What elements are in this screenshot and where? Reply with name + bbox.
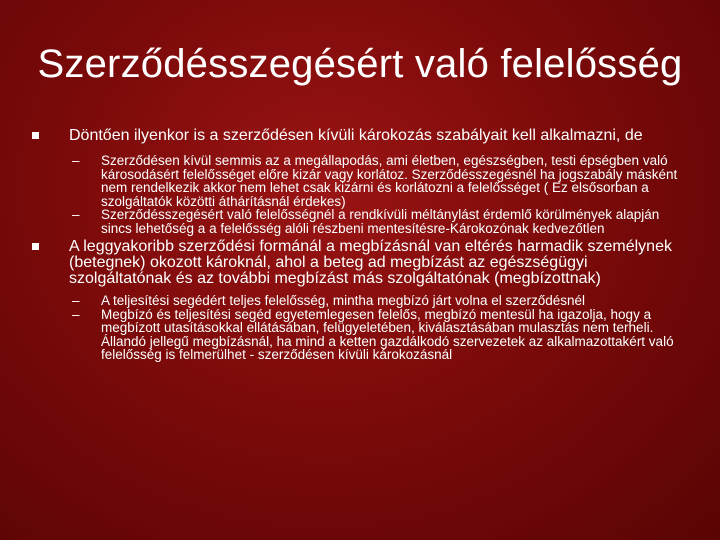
dash-bullet-icon: – [72,306,80,322]
dash-bullet-icon: – [72,207,80,222]
bullet-text: A leggyakoribb szerződési formánál a megbízásnál van eltérés harmadik személynek (betegnek) okozott károknál, ahol a beteg ad megbízást az egészségügyi szolgáltatónak és az további megbízást más szolgáltatónak (megbízottnak) [69,238,672,287]
sub-list-1 [28,154,692,235]
bullet-item-2 [28,239,692,287]
sub-list-2 [28,294,692,362]
dash-bullet-icon: – [72,293,80,308]
sub-item [28,208,692,235]
bullet-text: Döntően ilyenkor is a szerződésen kívüli károkozás szabályait kell alkalmazni, de [69,127,643,144]
sub-item [28,308,692,362]
sub-item-text: Szerződésszegésért való felelősségnél a rendkívüli méltánylást érdemlő körülmények alapján sincs lehetőség a a felelősség alóli részbeni mentesítésre-Károkozónak kedvezőtlen [101,207,660,236]
sub-item-text: A teljesítési segédért teljes felelősség, mintha megbízó járt volna el szerződésnél [101,293,586,308]
square-bullet-icon [32,243,39,250]
sub-item [28,154,692,208]
square-bullet-icon [32,132,39,139]
dash-bullet-icon: – [72,153,80,168]
slide-title: Szerződésszegésért való felelősség [37,42,683,86]
sub-item-text: Szerződésen kívül semmis az a megállapodás, ami életben, egészségben, testi épségben való károsodásért felelősséget előre kizár vagy korlátoz. Szerződésszegésnél ha jogszabály másként nem rendelkezik akkor nem lehet csak kizárni és korlátozni a felelősséget ( Ez elsősorban a szolgáltatók közötti áthárításnál érdekes) [101,153,678,209]
bullet-item-1 [28,128,692,144]
sub-item-text: Megbízó és teljesítési segéd egyetemlegesen felelős, megbízó mentesül ha igazolja, hogy a megbízott utasításokkal ellátásában, felügyeletében, kiválasztásában mulasztás nem terheli. Állandó jellegű megbízásnál, ha mind a ketten gazdálkodó szervezetek az alkalmazottakért való felelősség is felmerülhet - szerződésen kívüli károkozásnál [101,306,674,362]
sub-item [28,294,692,308]
slide-content [28,128,692,362]
